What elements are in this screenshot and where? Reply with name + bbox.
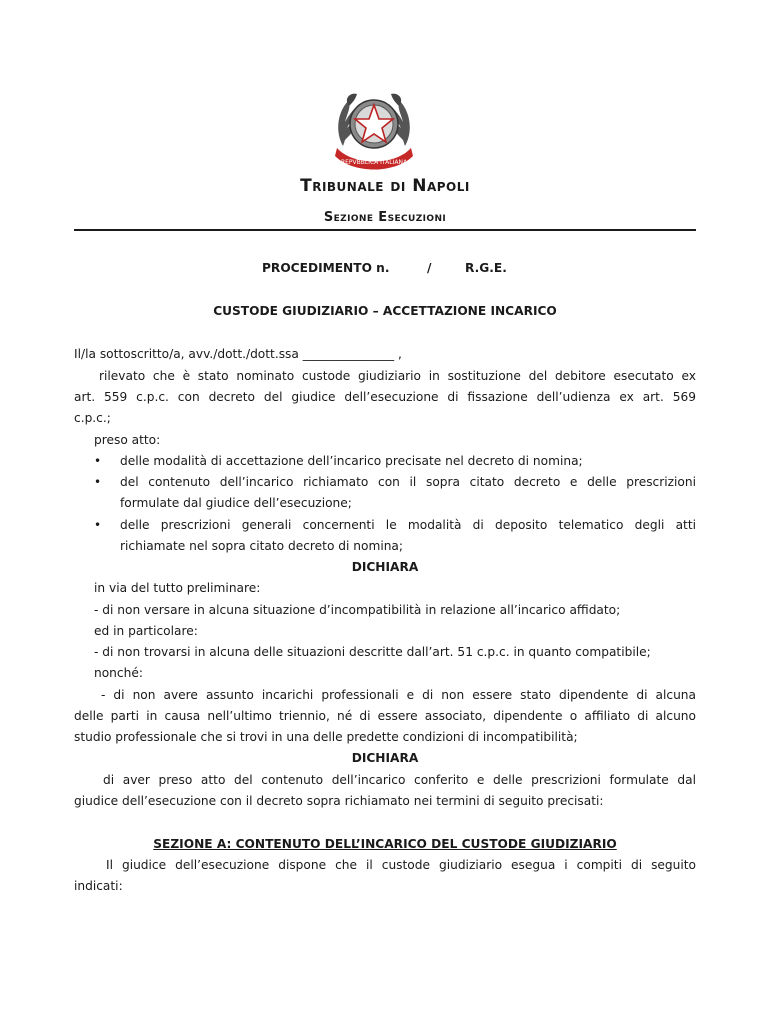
preso-atto-label: preso atto: bbox=[94, 433, 161, 447]
header-divider bbox=[74, 229, 696, 231]
bullet-marker: • bbox=[94, 475, 102, 489]
bullet-marker: • bbox=[94, 454, 102, 468]
declaration-line: - di non versare in alcuna situazione d’incompatibilità in relazione all’incarico affidato; bbox=[94, 603, 621, 617]
paragraph-line: art. 559 c.p.c. con decreto del giudice dell’esecuzione di fissazione dell’udienza ex art. 569 bbox=[74, 390, 696, 404]
court-title: Tribunale di Napoli bbox=[300, 176, 470, 196]
declaration-line: delle parti in causa nell’ultimo triennio, né di essere associato, dipendente o affiliato di alcuno bbox=[74, 709, 696, 723]
procedure-separator: / bbox=[427, 261, 432, 275]
declares-heading: DICHIARA bbox=[351, 751, 419, 765]
declaration-line: in via del tutto preliminare: bbox=[94, 581, 261, 595]
procedure-rge: R.G.E. bbox=[465, 261, 507, 275]
paragraph-line: c.p.c.; bbox=[74, 411, 111, 425]
signatory-line: Il/la sottoscritto/a, avv./dott./dott.ssa _______________ , bbox=[74, 347, 402, 361]
bullet-item: delle modalità di accettazione dell’incarico precisate nel decreto di nomina; bbox=[120, 454, 583, 468]
declaration-line: studio professionale che si trovi in una delle predette condizioni di incompatibilità; bbox=[74, 730, 578, 744]
declaration-line: nonché: bbox=[94, 666, 143, 680]
bullet-item-continuation: richiamate nel sopra citato decreto di nomina; bbox=[120, 539, 404, 553]
seal-ribbon-text: REPVBBLICA ITALIANA bbox=[340, 159, 408, 166]
declaration-line: ed in particolare: bbox=[94, 624, 198, 638]
section-a-line: Il giudice dell’esecuzione dispone che il custode giudiziario esegua i compiti di seguito bbox=[106, 858, 696, 872]
bullet-item-continuation: formulate dal giudice dell’esecuzione; bbox=[120, 496, 352, 510]
declares-heading: DICHIARA bbox=[351, 560, 419, 574]
document-title: CUSTODE GIUDIZIARIO – ACCETTAZIONE INCARICO bbox=[213, 304, 557, 318]
bullet-item: delle prescrizioni generali concernenti le modalità di deposito telematico degli atti bbox=[120, 518, 696, 532]
procedure-label: PROCEDIMENTO n. bbox=[262, 261, 390, 275]
section-a-line: indicati: bbox=[74, 879, 123, 893]
declaration-line: giudice dell’esecuzione con il decreto sopra richiamato nei termini di seguito precisati: bbox=[74, 794, 604, 808]
bullet-marker: • bbox=[94, 518, 102, 532]
italian-republic-emblem bbox=[329, 84, 419, 174]
declaration-line: - di non avere assunto incarichi professionali e di non essere stato dipendente di alcuna bbox=[101, 688, 696, 702]
section-title: Sezione Esecuzioni bbox=[323, 210, 447, 225]
declaration-line: di aver preso atto del contenuto dell’incarico conferito e delle prescrizioni formulate dal bbox=[103, 773, 696, 787]
declaration-line: - di non trovarsi in alcuna delle situazioni descritte dall’art. 51 c.p.c. in quanto compatibile; bbox=[94, 645, 651, 659]
bullet-item: del contenuto dell’incarico richiamato con il sopra citato decreto e delle prescrizioni bbox=[120, 475, 696, 489]
paragraph-line: rilevato che è stato nominato custode giudiziario in sostituzione del debitore esecutato ex bbox=[99, 369, 696, 383]
section-a-heading: SEZIONE A: CONTENUTO DELL’INCARICO DEL CUSTODE GIUDIZIARIO bbox=[153, 837, 617, 851]
